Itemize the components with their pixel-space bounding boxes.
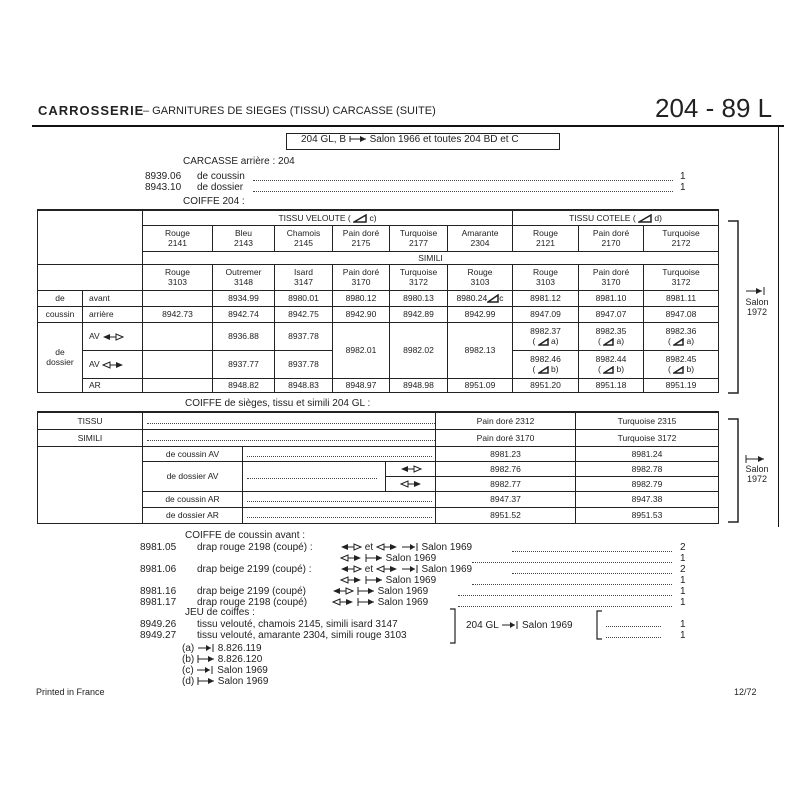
simili-col: Pain doré 3170 xyxy=(579,264,644,290)
arrow-from-icon xyxy=(357,587,375,595)
table-cell: 8981.12 xyxy=(513,290,579,306)
table-cell: Pain doré 2312 xyxy=(436,412,576,429)
table-cell: Turquoise 3172 xyxy=(576,429,719,446)
row-label: de coussin AR xyxy=(143,491,243,507)
table-cell xyxy=(143,290,213,306)
jeu-title: JEU de coiffes : xyxy=(185,607,255,618)
triangle-mark-icon xyxy=(603,338,614,346)
carcasse-row xyxy=(145,171,686,182)
arrow-to-icon xyxy=(196,666,214,674)
table-cell: 8980.01 xyxy=(275,290,333,306)
table-cell: 8980.13 xyxy=(390,290,448,306)
list-item: 8981.17 drap rouge 2198 (coupé) Salon 1969 1 xyxy=(140,597,686,608)
note-item: (b) 8.826.120 xyxy=(182,654,263,665)
section-subtitle: – GARNITURES DE SIEGES (TISSU) CARCASSE (SUITE) xyxy=(143,105,436,117)
table-cell: 8948.83 xyxy=(275,378,333,392)
row-label: de dossier AR xyxy=(143,507,243,523)
row-label-coussin: coussin xyxy=(38,306,83,322)
arrow-from-icon xyxy=(745,455,765,463)
double-arrow-icon xyxy=(102,361,124,369)
table-cell xyxy=(143,322,213,350)
part-label: de dossier xyxy=(197,182,244,193)
list-item: Salon 1969 1 xyxy=(140,553,700,565)
arrow-from-icon xyxy=(197,655,215,663)
list-item: Salon 1969 1 xyxy=(140,575,700,587)
page-number: 12/72 xyxy=(734,687,757,697)
triangle-mark-icon xyxy=(487,294,499,303)
note-item: (d) Salon 1969 xyxy=(182,676,269,687)
table-cell: 8982.77 xyxy=(436,476,576,491)
simili-col: Turquoise 3172 xyxy=(390,264,448,290)
double-arrow-icon xyxy=(332,587,354,595)
triangle-mark-icon xyxy=(603,366,614,374)
salon-note: Salon 1972 xyxy=(745,464,769,484)
carcasse-title: CARCASSE arrière : 204 xyxy=(183,156,295,167)
simili-col: Pain doré 3170 xyxy=(333,264,390,290)
table-cell: 8948.82 xyxy=(213,378,275,392)
coussin-avant-title: COIFFE de coussin avant : xyxy=(185,530,306,541)
table-cell: 8947.38 xyxy=(576,491,719,507)
notes xyxy=(182,643,268,687)
triangle-mark-icon xyxy=(673,366,684,374)
simili-col: Outremer 3148 xyxy=(213,264,275,290)
table-cell: 8981.23 xyxy=(436,446,576,461)
row-label: de dossier AV xyxy=(143,461,243,491)
table-cell: 8982.13 xyxy=(448,322,513,378)
row-label-av: AV xyxy=(83,322,143,350)
jeu-bracket-note: 204 GL Salon 1969 xyxy=(466,620,573,631)
table-cell: Pain doré 3170 xyxy=(436,429,576,446)
row-label-tissu: TISSU xyxy=(38,412,143,429)
coiffe-gl-table xyxy=(37,411,719,524)
double-arrow-icon xyxy=(400,465,422,473)
arrow-from-icon xyxy=(365,554,383,562)
table-cell: 8982.46 ( b) xyxy=(513,350,579,378)
arrow-from-icon xyxy=(349,135,367,143)
salon-note: Salon 1972 xyxy=(745,297,769,317)
part-ref: 8943.10 xyxy=(145,182,182,193)
table-cell xyxy=(143,350,213,378)
list-item: 8949.27 tissu velouté, amarante 2304, simili rouge 3103 xyxy=(140,630,407,641)
table2-title: COIFFE de sièges, tissu et simili 204 GL : xyxy=(185,398,371,409)
applicability-box xyxy=(286,133,560,150)
table-cell: 8947.07 xyxy=(579,306,644,322)
col-header: Pain doré 2175 xyxy=(333,225,390,251)
table-cell: 8982.02 xyxy=(390,322,448,378)
note-item: (a) 8.826.119 xyxy=(182,643,262,654)
arrow-from-icon xyxy=(357,598,375,606)
double-arrow-icon xyxy=(376,565,398,573)
applicability-desc: Salon 1966 et toutes 204 BD et C xyxy=(369,134,519,145)
part-qty: 1 xyxy=(680,619,686,630)
table-cell: 8981.10 xyxy=(579,290,644,306)
row-label-av: AV xyxy=(83,350,143,378)
row-label-avant: avant xyxy=(83,290,143,306)
bracket-icon xyxy=(594,610,604,640)
triangle-mark-icon xyxy=(538,338,549,346)
table-cell: 8982.44 ( b) xyxy=(579,350,644,378)
group-cotele: TISSU COTELE ( d) xyxy=(513,210,719,225)
triangle-mark-icon xyxy=(638,214,652,223)
table-cell: 8937.77 xyxy=(213,350,275,378)
col-header: Turquoise 2177 xyxy=(390,225,448,251)
table-cell: 8951.53 xyxy=(576,507,719,523)
table-cell: 8980.24 c xyxy=(448,290,513,306)
table-cell: 8942.75 xyxy=(275,306,333,322)
part-ref: 8939.06 xyxy=(145,171,182,182)
arrow-to-icon xyxy=(401,543,419,551)
double-arrow-icon xyxy=(340,576,362,584)
part-qty: 1 xyxy=(680,630,686,641)
part-label: de coussin xyxy=(197,171,245,182)
col-header: Turquoise 2172 xyxy=(644,225,719,251)
group-velours: TISSU VELOUTE ( c) xyxy=(143,210,513,225)
double-arrow-icon xyxy=(400,480,422,488)
row-label: de coussin AV xyxy=(143,446,243,461)
triangle-mark-icon xyxy=(673,338,684,346)
triangle-mark-icon xyxy=(353,214,367,223)
table-cell: 8980.12 xyxy=(333,290,390,306)
table-cell: 8937.78 xyxy=(275,350,333,378)
table-cell xyxy=(143,378,213,392)
carcasse-row xyxy=(145,182,686,193)
table-cell: 8947.08 xyxy=(644,306,719,322)
table-cell: 8951.52 xyxy=(436,507,576,523)
list-item: 8981.06 drap beige 2199 (coupé) : et Salon 1969 2 xyxy=(140,564,686,575)
table-cell: 8951.20 xyxy=(513,378,579,392)
table-cell: 8981.11 xyxy=(644,290,719,306)
table-cell: 8951.09 xyxy=(448,378,513,392)
table-cell: 8942.74 xyxy=(213,306,275,322)
col-header: Rouge 2141 xyxy=(143,225,213,251)
note-item: (c) Salon 1969 xyxy=(182,665,268,676)
triangle-mark-icon xyxy=(538,366,549,374)
col-header: Amarante 2304 xyxy=(448,225,513,251)
table-cell: 8982.79 xyxy=(576,476,719,491)
arrow-to-icon xyxy=(745,287,765,295)
part-qty: 1 xyxy=(680,171,686,182)
table-cell: 8948.98 xyxy=(390,378,448,392)
list-item: 8949.26 tissu velouté, chamois 2145, simili isard 3147 xyxy=(140,619,398,630)
table-cell: 8942.73 xyxy=(143,306,213,322)
table-cell: 8934.99 xyxy=(213,290,275,306)
section-title: CARROSSERIE xyxy=(38,103,145,118)
double-arrow-icon xyxy=(340,543,362,551)
table-cell: 8951.19 xyxy=(644,378,719,392)
table-cell: 8982.78 xyxy=(576,461,719,476)
coiffe-title: COIFFE 204 : xyxy=(183,196,245,207)
arrow-to-icon xyxy=(501,621,519,629)
table-cell: 8982.36 ( a) xyxy=(644,322,719,350)
list-item: 8981.05 drap rouge 2198 (coupé) : et Salon 1969 2 xyxy=(140,542,686,553)
double-arrow-icon xyxy=(332,598,354,606)
row-label-arriere: arrière xyxy=(83,306,143,322)
double-arrow-icon xyxy=(102,333,124,341)
bracket-icon xyxy=(449,608,459,644)
table-cell: 8982.37 ( a) xyxy=(513,322,579,350)
simili-col: Rouge 3103 xyxy=(143,264,213,290)
table-cell: 8942.89 xyxy=(390,306,448,322)
arrow-from-icon xyxy=(197,677,215,685)
table-cell: 8981.24 xyxy=(576,446,719,461)
simili-col: Rouge 3103 xyxy=(448,264,513,290)
table-cell: 8947.37 xyxy=(436,491,576,507)
row-label-simili: SIMILI xyxy=(38,429,143,446)
applicability-models: 204 GL, B xyxy=(301,134,347,145)
simili-col: Rouge 3103 xyxy=(513,264,579,290)
table-cell: 8982.01 xyxy=(333,322,390,378)
table-cell: 8937.78 xyxy=(275,322,333,350)
table-cell: 8982.76 xyxy=(436,461,576,476)
row-label-de: de xyxy=(38,290,83,306)
table-cell: 8947.09 xyxy=(513,306,579,322)
col-header: Pain doré 2170 xyxy=(579,225,644,251)
arrow-to-icon xyxy=(197,644,215,652)
table-cell: 8942.99 xyxy=(448,306,513,322)
coiffe-204-table xyxy=(37,209,719,393)
col-header: Rouge 2121 xyxy=(513,225,579,251)
table-cell: Turquoise 2315 xyxy=(576,412,719,429)
simili-col: Turquoise 3172 xyxy=(644,264,719,290)
table-cell: 8948.97 xyxy=(333,378,390,392)
arrow-from-icon xyxy=(365,576,383,584)
double-arrow-icon xyxy=(340,565,362,573)
simili-col: Isard 3147 xyxy=(275,264,333,290)
table-cell: 8982.35 ( a) xyxy=(579,322,644,350)
page-code: 204 - 89 L xyxy=(655,93,773,123)
row-label-ar: AR xyxy=(83,378,143,392)
col-header: Bleu 2143 xyxy=(213,225,275,251)
double-arrow-icon xyxy=(340,554,362,562)
table-cell: 8982.45 ( b) xyxy=(644,350,719,378)
arrow-to-icon xyxy=(401,565,419,573)
table-cell: 8936.88 xyxy=(213,322,275,350)
list-item: 8981.16 drap beige 2199 (coupé) Salon 1969 1 xyxy=(140,586,686,597)
double-arrow-icon xyxy=(376,543,398,551)
printed-in: Printed in France xyxy=(36,687,105,697)
row-label-de-dossier: de dossier xyxy=(38,322,83,392)
table-cell: 8951.18 xyxy=(579,378,644,392)
col-header: Chamois 2145 xyxy=(275,225,333,251)
table-cell: 8942.90 xyxy=(333,306,390,322)
part-qty: 1 xyxy=(680,182,686,193)
simili-header: SIMILI xyxy=(143,251,719,264)
